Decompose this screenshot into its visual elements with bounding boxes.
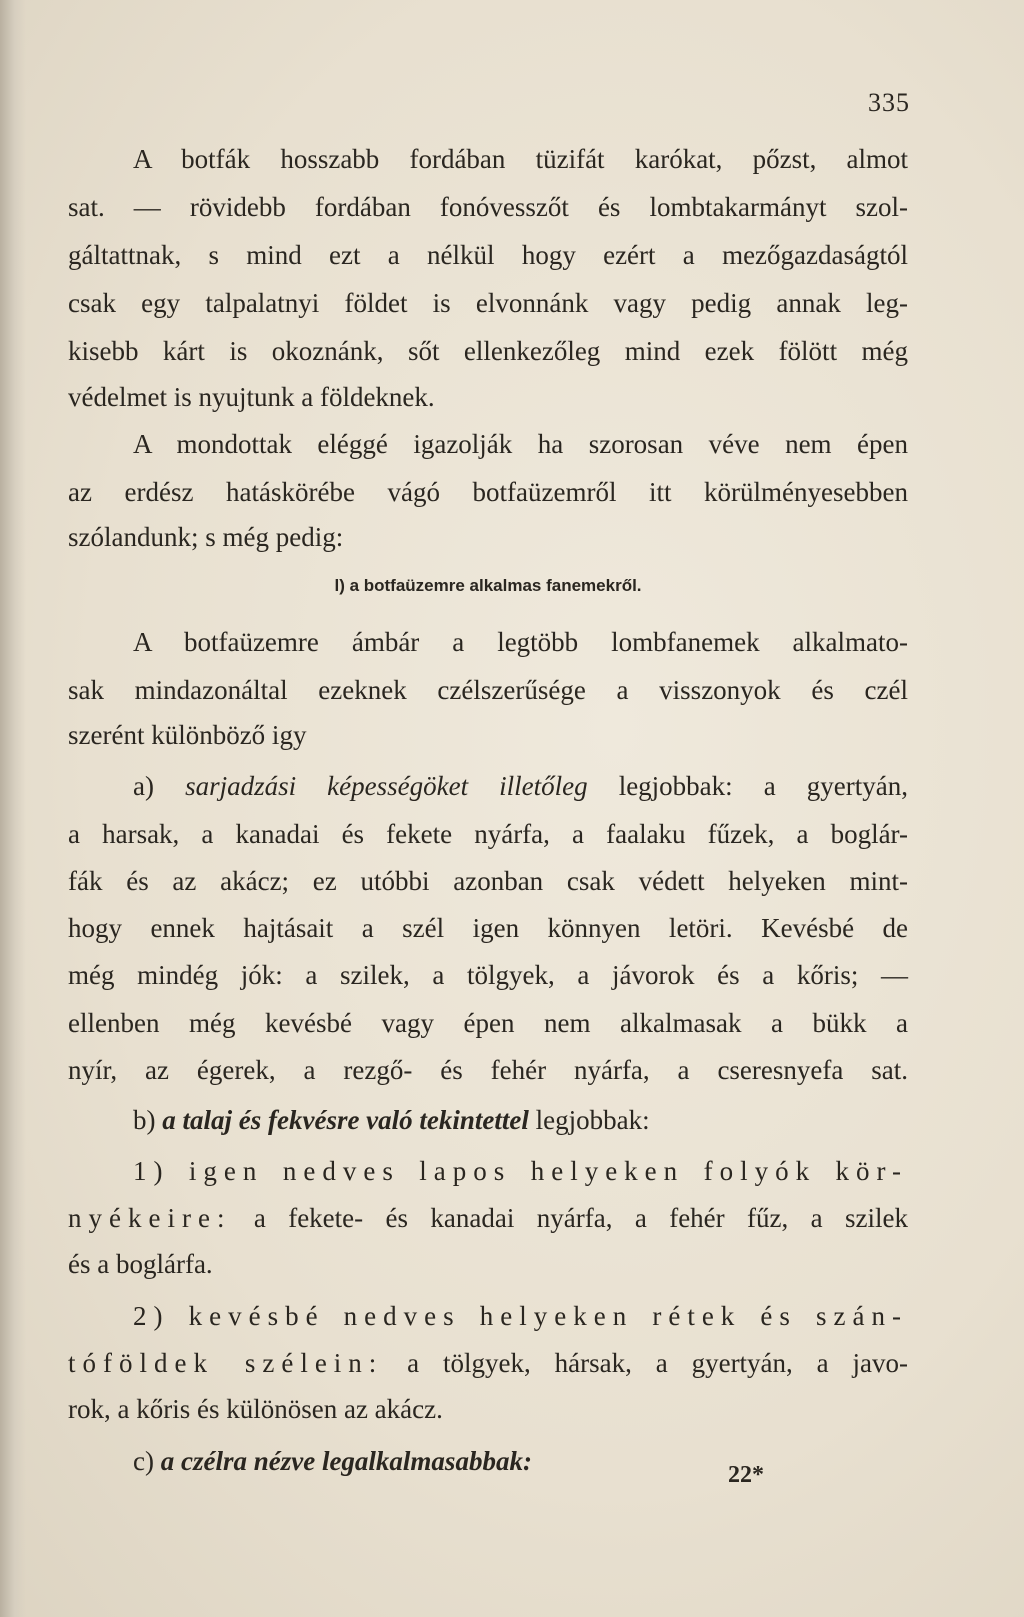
item-b-text: legjobbak:: [528, 1105, 650, 1135]
text-line: az erdész hatáskörébe vágó botfaüzemről itt körülményesebben: [68, 477, 908, 507]
text-line: sat. — rövidebb fordában fonóvesszőt és lombtakarmányt szol-: [68, 192, 908, 222]
text-line: és a boglárfa.: [68, 1249, 213, 1279]
text-line: nyír, az égerek, a rezgő- és fehér nyárfa, a cseresnyefa sat.: [68, 1055, 908, 1085]
text-line: kisebb kárt is okoznánk, sőt ellenkezőleg mind ezek fölött még: [68, 336, 908, 366]
text-line: még mindég jók: a szilek, a tölgyek, a jávorok és a kőris; —: [68, 960, 908, 990]
item-2-location: tóföldek szélein:: [68, 1348, 384, 1378]
text-line: A mondottak eléggé igazolják ha szorosan véve nem épen: [133, 429, 908, 459]
item-c-emphasis: a czélra nézve legalkalmasabbak:: [160, 1446, 532, 1476]
text-line: csak egy talpalatnyi földet is elvonnánk vagy pedig annak leg-: [68, 288, 908, 318]
item-1-species: a fekete- és kanadai nyárfa, a fehér fűz, a szilek: [231, 1203, 908, 1233]
list-item-c: [133, 1446, 973, 1476]
text-line: A botfaüzemre ámbár a legtöbb lombfanemek alkalmato-: [133, 627, 908, 657]
item-a-emphasis: sarjadzási képességöket illetőleg: [185, 771, 588, 801]
list-item-2: 2) kevésbé nedves helyeken rétek és szán-: [133, 1301, 908, 1331]
item-b-marker: b): [133, 1105, 156, 1135]
list-item-b: [133, 1105, 973, 1135]
item-a-marker: a): [133, 771, 154, 801]
text-line: védelmet is nyujtunk a földeknek.: [68, 382, 435, 412]
text-line: a harsak, a kanadai és fekete nyárfa, a faalaku fűzek, a boglár-: [68, 819, 908, 849]
item-b-emphasis: a talaj és fekvésre való tekintettel: [162, 1105, 529, 1135]
text-line: szólandunk; s még pedig:: [68, 522, 344, 552]
item-2-species: a tölgyek, hársak, a gyertyán, a javo-: [383, 1348, 908, 1378]
item-a-text: legjobbak: a gyertyán,: [587, 771, 908, 801]
page-spine-shadow: [0, 0, 26, 1617]
list-item-a: [133, 771, 908, 801]
list-item-1: 1) igen nedves lapos helyeken folyók kör-: [133, 1156, 908, 1186]
text-line: sak mindazonáltal ezeknek czélszerűsége a visszonyok és czél: [68, 675, 908, 705]
text-line: szerént különböző igy: [68, 720, 307, 750]
item-c-marker: c): [133, 1446, 154, 1476]
item-1-location: nyékeire:: [68, 1203, 232, 1233]
text-line: rok, a kőris és különösen az akácz.: [68, 1394, 443, 1424]
text-line: ellenben még kevésbé vagy épen nem alkalmasak a bükk a: [68, 1008, 908, 1038]
section-heading: l) a botfaüzemre alkalmas fanemekről.: [334, 576, 642, 595]
text-line: hogy ennek hajtásait a szél igen könnyen letöri. Kevésbé de: [68, 913, 908, 943]
text-line: [68, 1348, 908, 1378]
text-line: fák és az akácz; ez utóbbi azonban csak védett helyeken mint-: [68, 866, 908, 896]
page-number: 335: [868, 88, 910, 117]
text-line: [68, 1203, 908, 1233]
text-line: gáltattnak, s mind ezt a nélkül hogy ezért a mezőgazdaságtól: [68, 240, 908, 270]
signature-mark: 22*: [728, 1462, 764, 1488]
text-line: A botfák hosszabb fordában tüzifát karókat, pőzst, almot: [133, 144, 908, 174]
